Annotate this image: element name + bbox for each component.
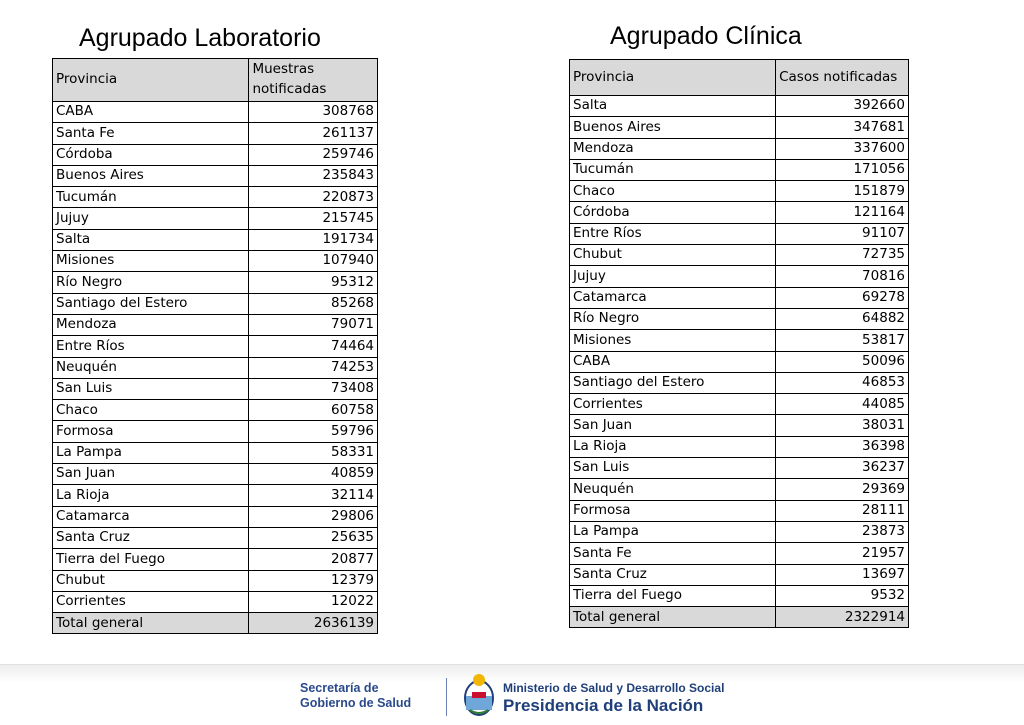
table-row <box>53 208 378 229</box>
laboratorio-title: Agrupado Laboratorio <box>79 24 321 52</box>
valor-cell: 121164 <box>776 202 909 223</box>
valor-cell: 308768 <box>249 102 378 123</box>
valor-cell: 215745 <box>249 208 378 229</box>
valor-cell: 32114 <box>249 485 378 506</box>
provincia-cell: CABA <box>53 102 249 123</box>
valor-cell: 59796 <box>249 421 378 442</box>
valor-cell: 107940 <box>249 251 378 272</box>
table-row <box>53 144 378 165</box>
valor-cell: 12022 <box>249 591 378 612</box>
valor-cell: 40859 <box>249 464 378 485</box>
provincia-cell: Corrientes <box>53 591 249 612</box>
table-row <box>53 123 378 144</box>
valor-cell: 73408 <box>249 378 378 399</box>
total-label: Total general <box>53 613 249 634</box>
provincia-cell: Catamarca <box>53 506 249 527</box>
valor-cell: 392660 <box>776 96 909 117</box>
valor-cell: 72735 <box>776 245 909 266</box>
valor-cell: 337600 <box>776 138 909 159</box>
table-row <box>53 442 378 463</box>
table-row <box>570 564 909 585</box>
table-row <box>53 314 378 335</box>
valor-cell: 53817 <box>776 330 909 351</box>
table-row <box>570 351 909 372</box>
valor-cell: 79071 <box>249 314 378 335</box>
table-row <box>53 591 378 612</box>
table-row <box>570 479 909 500</box>
table-row <box>53 570 378 591</box>
table-row <box>53 421 378 442</box>
provincia-cell: Neuquén <box>53 357 249 378</box>
valor-cell: 58331 <box>249 442 378 463</box>
valor-cell: 60758 <box>249 400 378 421</box>
table-row <box>53 272 378 293</box>
table-row <box>53 187 378 208</box>
table-row <box>53 400 378 421</box>
provincia-cell: Mendoza <box>53 314 249 335</box>
table-row <box>570 96 909 117</box>
provincia-cell: Jujuy <box>570 266 776 287</box>
total-value: 2322914 <box>776 607 909 628</box>
valor-cell: 12379 <box>249 570 378 591</box>
provincia-cell: Tucumán <box>53 187 249 208</box>
provincia-cell: La Pampa <box>570 521 776 542</box>
provincia-cell: La Rioja <box>570 436 776 457</box>
provincia-cell: Chaco <box>53 400 249 421</box>
provincia-cell: Santa Cruz <box>53 527 249 548</box>
clinica-title: Agrupado Clínica <box>610 22 802 50</box>
table-row <box>570 415 909 436</box>
table-row <box>53 527 378 548</box>
table-row <box>570 458 909 479</box>
valor-cell: 46853 <box>776 372 909 393</box>
valor-cell: 347681 <box>776 117 909 138</box>
table-row <box>53 229 378 250</box>
valor-cell: 13697 <box>776 564 909 585</box>
provincia-cell: Neuquén <box>570 479 776 500</box>
column-header-casos: Casos notificadas <box>776 60 909 96</box>
table-row <box>570 500 909 521</box>
table-row <box>570 202 909 223</box>
total-label: Total general <box>570 607 776 628</box>
provincia-cell: Santa Fe <box>570 543 776 564</box>
provincia-cell: Misiones <box>570 330 776 351</box>
provincia-cell: Córdoba <box>53 144 249 165</box>
table-row <box>53 165 378 186</box>
total-value: 2636139 <box>249 613 378 634</box>
table-header-row <box>53 59 378 102</box>
provincia-cell: Río Negro <box>53 272 249 293</box>
clinica-table <box>569 59 909 628</box>
column-header-provincia: Provincia <box>53 59 249 102</box>
provincia-cell: Jujuy <box>53 208 249 229</box>
provincia-cell: Buenos Aires <box>53 165 249 186</box>
table-row <box>53 485 378 506</box>
valor-cell: 95312 <box>249 272 378 293</box>
secretaria-logo-text <box>300 681 411 711</box>
table-row <box>570 223 909 244</box>
table-row <box>570 521 909 542</box>
valor-cell: 74253 <box>249 357 378 378</box>
table-row <box>570 138 909 159</box>
provincia-cell: San Luis <box>53 378 249 399</box>
provincia-cell: San Luis <box>570 458 776 479</box>
provincia-cell: Entre Ríos <box>53 336 249 357</box>
table-row <box>570 181 909 202</box>
table-row <box>570 543 909 564</box>
table-row <box>570 394 909 415</box>
valor-cell: 23873 <box>776 521 909 542</box>
provincia-cell: Formosa <box>53 421 249 442</box>
valor-cell: 85268 <box>249 293 378 314</box>
valor-cell: 36398 <box>776 436 909 457</box>
provincia-cell: La Pampa <box>53 442 249 463</box>
table-row <box>570 266 909 287</box>
table-row <box>570 372 909 393</box>
valor-cell: 38031 <box>776 415 909 436</box>
provincia-cell: Chubut <box>53 570 249 591</box>
table-row <box>570 117 909 138</box>
valor-cell: 151879 <box>776 181 909 202</box>
valor-cell: 191734 <box>249 229 378 250</box>
provincia-cell: Salta <box>570 96 776 117</box>
provincia-cell: San Juan <box>570 415 776 436</box>
provincia-cell: San Juan <box>53 464 249 485</box>
table-row <box>53 293 378 314</box>
valor-cell: 220873 <box>249 187 378 208</box>
provincia-cell: Santiago del Estero <box>570 372 776 393</box>
valor-cell: 259746 <box>249 144 378 165</box>
valor-cell: 36237 <box>776 458 909 479</box>
provincia-cell: Buenos Aires <box>570 117 776 138</box>
provincia-cell: Catamarca <box>570 287 776 308</box>
provincia-cell: Mendoza <box>570 138 776 159</box>
valor-cell: 29369 <box>776 479 909 500</box>
table-row <box>570 585 909 606</box>
provincia-cell: Río Negro <box>570 308 776 329</box>
valor-cell: 29806 <box>249 506 378 527</box>
valor-cell: 25635 <box>249 527 378 548</box>
provincia-cell: Tierra del Fuego <box>53 549 249 570</box>
valor-cell: 70816 <box>776 266 909 287</box>
valor-cell: 28111 <box>776 500 909 521</box>
laboratorio-table <box>52 58 378 634</box>
valor-cell: 235843 <box>249 165 378 186</box>
total-row <box>53 613 378 634</box>
table-row <box>53 378 378 399</box>
ministerio-line: Ministerio de Salud y Desarrollo Social <box>503 681 725 695</box>
footer-divider <box>446 678 447 716</box>
valor-cell: 21957 <box>776 543 909 564</box>
provincia-cell: Santa Fe <box>53 123 249 144</box>
valor-cell: 74464 <box>249 336 378 357</box>
provincia-cell: CABA <box>570 351 776 372</box>
valor-cell: 261137 <box>249 123 378 144</box>
table-row <box>570 436 909 457</box>
valor-cell: 44085 <box>776 394 909 415</box>
table-header-row <box>570 60 909 96</box>
secretaria-line-1: Secretaría de <box>300 681 379 695</box>
provincia-cell: Córdoba <box>570 202 776 223</box>
national-coat-of-arms-icon <box>462 672 496 718</box>
provincia-cell: Entre Ríos <box>570 223 776 244</box>
table-row <box>570 245 909 266</box>
provincia-cell: Formosa <box>570 500 776 521</box>
secretaria-line-2: Gobierno de Salud <box>300 696 412 710</box>
column-header-provincia: Provincia <box>570 60 776 96</box>
table-row <box>570 159 909 180</box>
table-row <box>570 287 909 308</box>
table-row <box>53 549 378 570</box>
valor-cell: 91107 <box>776 223 909 244</box>
provincia-cell: Corrientes <box>570 394 776 415</box>
provincia-cell: La Rioja <box>53 485 249 506</box>
provincia-cell: Misiones <box>53 251 249 272</box>
table-row <box>53 336 378 357</box>
provincia-cell: Tierra del Fuego <box>570 585 776 606</box>
table-row <box>53 506 378 527</box>
table-row <box>53 251 378 272</box>
valor-cell: 64882 <box>776 308 909 329</box>
column-header-muestras: Muestras notificadas <box>249 59 378 102</box>
table-row <box>53 102 378 123</box>
provincia-cell: Santa Cruz <box>570 564 776 585</box>
provincia-cell: Chubut <box>570 245 776 266</box>
presidencia-line: Presidencia de la Nación <box>503 696 704 715</box>
table-row <box>570 330 909 351</box>
provincia-cell: Salta <box>53 229 249 250</box>
table-row <box>53 464 378 485</box>
valor-cell: 9532 <box>776 585 909 606</box>
table-row <box>570 308 909 329</box>
ministerio-logo-text <box>503 681 724 716</box>
valor-cell: 171056 <box>776 159 909 180</box>
valor-cell: 69278 <box>776 287 909 308</box>
provincia-cell: Chaco <box>570 181 776 202</box>
valor-cell: 20877 <box>249 549 378 570</box>
provincia-cell: Tucumán <box>570 159 776 180</box>
provincia-cell: Santiago del Estero <box>53 293 249 314</box>
table-row <box>53 357 378 378</box>
total-row <box>570 607 909 628</box>
valor-cell: 50096 <box>776 351 909 372</box>
